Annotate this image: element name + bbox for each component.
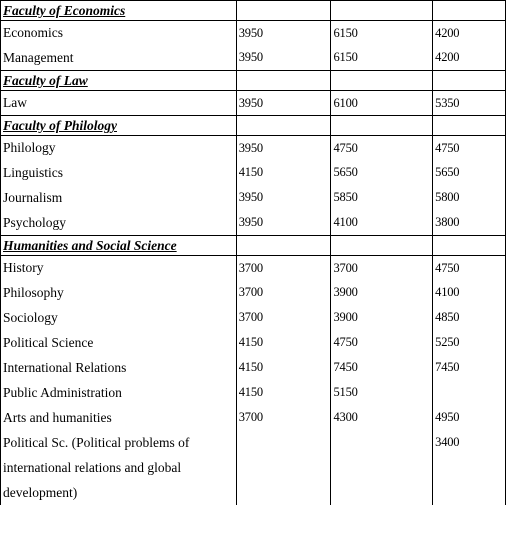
fee-cell-2 (331, 430, 433, 505)
table-row (1, 256, 506, 281)
fee-cell-2: 5150 (331, 380, 433, 405)
program-name-cell: Philosophy (1, 280, 237, 305)
section-header-empty-cell (236, 116, 331, 136)
section-header-empty-cell (236, 1, 331, 21)
fee-cell-1: 3700 (236, 405, 331, 430)
section-title: Faculty of Law (1, 71, 237, 91)
fee-cell-3: 5350 (433, 91, 506, 116)
table-row (1, 330, 506, 355)
section-header-empty-cell (331, 1, 433, 21)
fee-cell-2: 6100 (331, 91, 433, 116)
fee-cell-2: 3900 (331, 280, 433, 305)
fee-cell-1: 3700 (236, 256, 331, 281)
program-name-cell: Political Sc. (Political problems of international relations and global development) (1, 430, 237, 505)
section-header-row (1, 71, 506, 91)
fee-cell-1: 3950 (236, 91, 331, 116)
program-name-cell: Economics (1, 21, 237, 46)
fee-cell-2: 4100 (331, 210, 433, 236)
section-header-empty-cell (433, 71, 506, 91)
fee-cell-2: 3700 (331, 256, 433, 281)
program-name-cell: Management (1, 45, 237, 71)
program-name-cell: Arts and humanities (1, 405, 237, 430)
program-name-cell: Political Science (1, 330, 237, 355)
fee-cell-2: 3900 (331, 305, 433, 330)
fee-cell-2: 4750 (331, 136, 433, 161)
program-name-cell: Public Administration (1, 380, 237, 405)
fee-cell-3: 5250 (433, 330, 506, 355)
fee-cell-3: 5650 (433, 160, 506, 185)
table-row (1, 405, 506, 430)
program-name-cell: Journalism (1, 185, 237, 210)
fee-cell-1: 3950 (236, 45, 331, 71)
fee-cell-2: 5850 (331, 185, 433, 210)
fee-cell-2: 5650 (331, 160, 433, 185)
program-name-cell: Philology (1, 136, 237, 161)
table-row (1, 380, 506, 405)
section-header-empty-cell (236, 71, 331, 91)
program-name-cell: Linguistics (1, 160, 237, 185)
section-header-empty-cell (433, 236, 506, 256)
fee-cell-1: 4150 (236, 330, 331, 355)
fee-cell-1: 4150 (236, 355, 331, 380)
tuition-table-body (1, 1, 506, 506)
fee-cell-2: 7450 (331, 355, 433, 380)
section-header-empty-cell (331, 71, 433, 91)
fee-cell-3: 3800 (433, 210, 506, 236)
table-row (1, 430, 506, 505)
fee-cell-1: 3700 (236, 280, 331, 305)
fee-cell-3: 7450 (433, 355, 506, 380)
section-header-empty-cell (433, 116, 506, 136)
program-name-cell: History (1, 256, 237, 281)
table-row (1, 280, 506, 305)
fee-cell-2: 4300 (331, 405, 433, 430)
table-row (1, 185, 506, 210)
fee-cell-3: 4750 (433, 136, 506, 161)
table-row (1, 21, 506, 46)
fee-cell-1: 3950 (236, 21, 331, 46)
fee-cell-3: 4200 (433, 21, 506, 46)
fee-cell-3: 3400 (433, 430, 506, 505)
fee-cell-3: 4950 (433, 405, 506, 430)
fee-cell-3: 5800 (433, 185, 506, 210)
fee-cell-3: 4200 (433, 45, 506, 71)
table-row (1, 160, 506, 185)
program-name-cell: International Relations (1, 355, 237, 380)
section-header-empty-cell (236, 236, 331, 256)
section-header-row (1, 116, 506, 136)
fee-cell-2: 6150 (331, 45, 433, 71)
section-header-row (1, 236, 506, 256)
fee-cell-1: 3950 (236, 136, 331, 161)
program-name-cell: Psychology (1, 210, 237, 236)
table-row (1, 91, 506, 116)
section-header-empty-cell (433, 1, 506, 21)
fee-cell-1: 3950 (236, 185, 331, 210)
section-title: Humanities and Social Science (1, 236, 237, 256)
fee-cell-1: 4150 (236, 160, 331, 185)
table-row (1, 45, 506, 71)
section-header-empty-cell (331, 116, 433, 136)
fee-cell-1: 3950 (236, 210, 331, 236)
program-name-cell: Law (1, 91, 237, 116)
section-title: Faculty of Philology (1, 116, 237, 136)
table-row (1, 305, 506, 330)
fee-cell-3: 4100 (433, 280, 506, 305)
fee-cell-3 (433, 380, 506, 405)
fee-cell-1 (236, 430, 331, 505)
table-row (1, 355, 506, 380)
fee-cell-1: 3700 (236, 305, 331, 330)
section-title: Faculty of Economics (1, 1, 237, 21)
table-row (1, 210, 506, 236)
section-header-empty-cell (331, 236, 433, 256)
fee-cell-2: 4750 (331, 330, 433, 355)
table-row (1, 136, 506, 161)
fee-cell-1: 4150 (236, 380, 331, 405)
fee-cell-3: 4850 (433, 305, 506, 330)
fee-cell-3: 4750 (433, 256, 506, 281)
section-header-row (1, 1, 506, 21)
program-name-cell: Sociology (1, 305, 237, 330)
fee-cell-2: 6150 (331, 21, 433, 46)
